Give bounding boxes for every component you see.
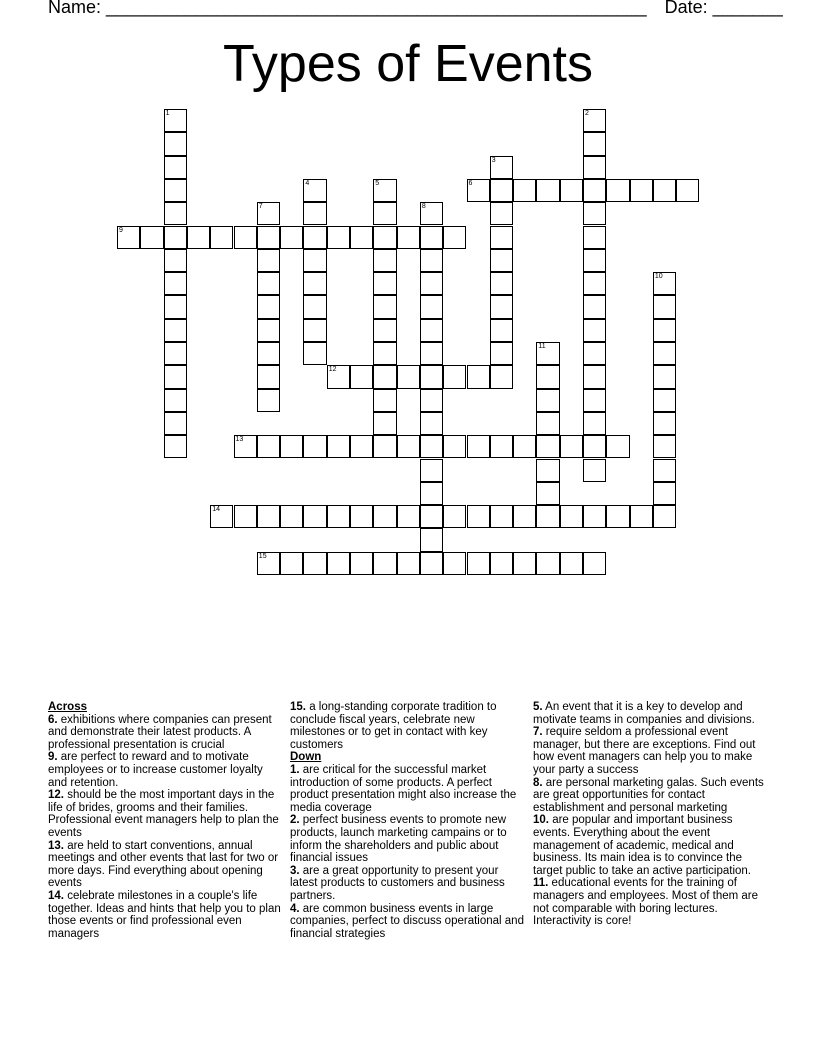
grid-cell[interactable] [373,272,396,295]
grid-cell[interactable] [373,226,396,249]
grid-cell[interactable] [560,179,583,202]
grid-cell[interactable] [630,179,653,202]
grid-cell[interactable] [350,435,373,458]
grid-cell[interactable] [373,249,396,272]
clue-across-14: 14. celebrate milestones in a couple's life together. Ideas and hints that help you to plan those events or find professional even managers [48,889,281,940]
grid-cell[interactable] [653,412,676,435]
grid-cell[interactable] [513,435,536,458]
clue-across-12: 12. should be the most important days in the life of brides, grooms and their families. Professional event managers help to plan the events [48,789,279,839]
grid-cell[interactable] [490,156,513,179]
grid-cell[interactable] [467,552,490,575]
grid-cell[interactable] [583,505,606,528]
grid-cell[interactable] [303,179,326,202]
grid-cell[interactable] [234,435,257,458]
grid-cell[interactable] [164,272,187,295]
grid-cell[interactable] [606,505,629,528]
grid-cell[interactable] [490,249,513,272]
grid-cell[interactable] [303,202,326,225]
grid-cell[interactable] [164,319,187,342]
clue-down-10: 10. are popular and important business events. Everything about the event management of academic, medical and business. Its main idea is to convince the target public to take an active participation. [533,814,751,877]
grid-cell[interactable] [164,179,187,202]
grid-cell[interactable] [467,179,490,202]
grid-cell[interactable] [280,435,303,458]
grid-cell[interactable] [350,505,373,528]
grid-cell[interactable] [420,482,443,505]
grid-cell[interactable] [164,365,187,388]
grid-cell[interactable] [443,505,466,528]
across-heading: Across [48,701,87,713]
grid-cell[interactable] [606,435,629,458]
grid-cell[interactable] [373,435,396,458]
grid-cell[interactable] [583,435,606,458]
grid-cell[interactable] [280,226,303,249]
grid-cell[interactable] [583,459,606,482]
clue-number: 15 [258,552,267,560]
grid-cell[interactable] [164,342,187,365]
grid-cell[interactable] [490,435,513,458]
clue-column-2 [290,701,526,940]
grid-cell[interactable] [327,435,350,458]
down-heading: Down [290,751,322,764]
grid-cell[interactable] [257,505,280,528]
grid-cell[interactable] [653,482,676,505]
clue-number: 1 [165,110,170,117]
clue-column-1 [48,701,284,940]
grid-cell[interactable] [257,342,280,365]
grid-cell[interactable] [653,272,676,295]
grid-cell[interactable] [536,435,559,458]
grid-cell[interactable] [303,342,326,365]
grid-cell[interactable] [560,552,583,575]
grid-cell[interactable] [653,342,676,365]
grid-cell[interactable] [536,342,559,365]
page-title: Types of Events [223,35,593,93]
grid-cell[interactable] [490,552,513,575]
grid-cell[interactable] [303,226,326,249]
grid-cell[interactable] [560,505,583,528]
grid-cell[interactable] [536,412,559,435]
grid-cell[interactable] [420,412,443,435]
grid-cell[interactable] [583,412,606,435]
grid-cell[interactable] [373,179,396,202]
clue-across-13: 13. are held to start conventions, annual meetings and other events that last for two or more days. Find everything about opening events [48,839,279,890]
grid-cell[interactable] [536,365,559,388]
grid-cell[interactable] [303,435,326,458]
clue-down-7: 7. require seldom a professional event manager, but there are exceptions. Find out how event managers can help you to make your party a success [533,726,756,776]
grid-cell[interactable] [536,482,559,505]
grid-cell[interactable] [653,505,676,528]
grid-cell[interactable] [397,226,420,249]
grid-cell[interactable] [536,552,559,575]
clue-across-15: 15. a long-standing corporate tradition to conclude fiscal years, celebrate new milestones or to get in contact with key customers [290,701,497,751]
clue-down-3: 3. are a great opportunity to present your latest products to customers and business partners. [290,864,505,902]
grid-cell[interactable] [606,179,629,202]
grid-cell[interactable] [653,319,676,342]
grid-cell[interactable] [490,505,513,528]
grid-cell[interactable] [257,202,280,225]
grid-cell[interactable] [234,505,257,528]
grid-cell[interactable] [257,552,280,575]
grid-cell[interactable] [303,272,326,295]
grid-cell[interactable] [350,552,373,575]
grid-cell[interactable] [303,552,326,575]
grid-cell[interactable] [210,226,233,249]
grid-cell[interactable] [676,179,699,202]
grid-cell[interactable] [490,272,513,295]
grid-cell[interactable] [257,226,280,249]
grid-cell[interactable] [257,249,280,272]
clue-down-2: 2. perfect business events to promote new products, launch marketing campains or to inform the shareholders and public about financial issues [290,814,507,865]
clue-down-1: 1. are critical for the successful market introduction of some products. A perfect product presentation might also increase the media coverage [290,763,517,814]
grid-cell[interactable] [164,226,187,249]
grid-cell[interactable] [373,365,396,388]
grid-cell[interactable] [257,365,280,388]
grid-cell[interactable] [210,505,233,528]
clue-number: 4 [305,179,310,187]
grid-cell[interactable] [257,389,280,412]
grid-cell[interactable] [420,528,443,551]
grid-cell[interactable] [583,226,606,249]
grid-cell[interactable] [373,202,396,225]
grid-cell[interactable] [583,389,606,412]
grid-cell[interactable] [630,505,653,528]
grid-cell[interactable] [164,435,187,458]
grid-cell[interactable] [443,226,466,249]
grid-cell[interactable] [420,272,443,295]
grid-cell[interactable] [327,365,350,388]
grid-cell[interactable] [234,226,257,249]
grid-cell[interactable] [350,365,373,388]
clue-number: 2 [585,110,589,117]
grid-cell[interactable] [303,249,326,272]
grid-cell[interactable] [303,505,326,528]
grid-cell[interactable] [653,435,676,458]
grid-cell[interactable] [583,179,606,202]
grid-cell[interactable] [490,295,513,318]
grid-cell[interactable] [420,226,443,249]
grid-cell[interactable] [490,179,513,202]
grid-cell[interactable] [164,132,187,155]
grid-cell[interactable] [536,179,559,202]
grid-cell[interactable] [583,132,606,155]
clue-down-4: 4. are common business events in large companies, perfect to discuss operational and financial strategies [290,902,524,940]
clue-number: 11 [538,343,546,350]
grid-cell[interactable] [164,412,187,435]
grid-cell[interactable] [187,226,210,249]
clue-number: 6 [468,179,473,187]
grid-cell[interactable] [327,226,350,249]
grid-cell[interactable] [490,319,513,342]
grid-cell[interactable] [257,435,280,458]
clue-number: 7 [258,203,263,211]
grid-cell[interactable] [513,179,536,202]
grid-cell[interactable] [490,226,513,249]
clue-column-3 [533,701,769,928]
grid-cell[interactable] [420,295,443,318]
grid-cell[interactable] [490,342,513,365]
grid-cell[interactable] [420,389,443,412]
grid-cell[interactable] [397,552,420,575]
clue-number: 12 [328,366,337,374]
grid-cell[interactable] [373,342,396,365]
grid-cell[interactable] [583,342,606,365]
grid-cell[interactable] [164,249,187,272]
grid-cell[interactable] [443,365,466,388]
grid-cell[interactable] [583,319,606,342]
grid-cell[interactable] [583,295,606,318]
grid-cell[interactable] [350,226,373,249]
grid-cell[interactable] [280,552,303,575]
grid-cell[interactable] [257,319,280,342]
grid-cell[interactable] [327,552,350,575]
grid-cell[interactable] [583,156,606,179]
grid-cell[interactable] [164,109,187,132]
grid-cell[interactable] [583,272,606,295]
grid-cell[interactable] [536,505,559,528]
clue-number: 8 [421,203,426,211]
grid-cell[interactable] [513,505,536,528]
grid-cell[interactable] [420,249,443,272]
clue-down-5: 5. An event that it is a key to develop and motivate teams in companies and divisions. [533,701,755,726]
grid-cell[interactable] [164,389,187,412]
grid-cell[interactable] [303,319,326,342]
grid-cell[interactable] [373,552,396,575]
grid-cell[interactable] [467,365,490,388]
grid-cell[interactable] [280,505,303,528]
grid-cell[interactable] [420,319,443,342]
clue-number: 9 [119,226,123,234]
grid-cell[interactable] [420,342,443,365]
grid-cell[interactable] [373,295,396,318]
grid-cell[interactable] [327,505,350,528]
grid-cell[interactable] [653,179,676,202]
grid-cell[interactable] [653,365,676,388]
grid-cell[interactable] [373,505,396,528]
grid-cell[interactable] [583,202,606,225]
grid-cell[interactable] [443,552,466,575]
grid-cell[interactable] [653,389,676,412]
clue-number: 5 [375,179,380,187]
grid-cell[interactable] [467,505,490,528]
clue-across-6: 6. exhibitions where companies can present and demonstrate their latest products. A professional presentation is crucial [48,713,272,751]
grid-cell[interactable] [420,459,443,482]
grid-cell[interactable] [164,202,187,225]
grid-cell[interactable] [257,272,280,295]
grid-cell[interactable] [420,552,443,575]
grid-cell[interactable] [420,202,443,225]
grid-cell[interactable] [420,365,443,388]
name-field[interactable]: Name: ______________________________________________________ [48,0,647,17]
clue-down-8: 8. are personal marketing galas. Such events are great opportunities for contact establishment and personal marketing [533,776,764,814]
grid-cell[interactable] [373,389,396,412]
grid-cell[interactable] [257,295,280,318]
grid-cell[interactable] [373,412,396,435]
grid-cell[interactable] [653,295,676,318]
grid-cell[interactable] [117,226,140,249]
grid-cell[interactable] [583,365,606,388]
grid-cell[interactable] [536,459,559,482]
clue-number: 13 [235,436,244,444]
grid-cell[interactable] [303,295,326,318]
grid-cell[interactable] [536,389,559,412]
clue-number: 14 [212,506,220,514]
grid-cell[interactable] [560,435,583,458]
grid-cell[interactable] [583,109,606,132]
clue-number: 3 [491,156,496,164]
grid-cell[interactable] [490,365,513,388]
grid-cell[interactable] [164,295,187,318]
grid-cell[interactable] [420,505,443,528]
grid-cell[interactable] [443,435,466,458]
grid-cell[interactable] [373,319,396,342]
date-field[interactable]: Date: _______ [664,0,783,17]
grid-cell[interactable] [397,435,420,458]
grid-cell[interactable] [420,435,443,458]
grid-cell[interactable] [583,552,606,575]
grid-cell[interactable] [164,156,187,179]
grid-cell[interactable] [397,505,420,528]
grid-cell[interactable] [467,435,490,458]
grid-cell[interactable] [140,226,163,249]
grid-cell[interactable] [397,365,420,388]
clue-down-11: 11. educational events for the training of managers and employees. Most of them are not comparable with boring lectures. Interactivity is core! [533,877,759,928]
grid-cell[interactable] [653,459,676,482]
clue-across-9: 9. are perfect to reward and to motivate employees or to increase customer loyalty and retention. [48,751,263,789]
grid-cell[interactable] [490,202,513,225]
grid-cell[interactable] [513,552,536,575]
grid-cell[interactable] [583,249,606,272]
clue-number: 10 [654,273,663,281]
